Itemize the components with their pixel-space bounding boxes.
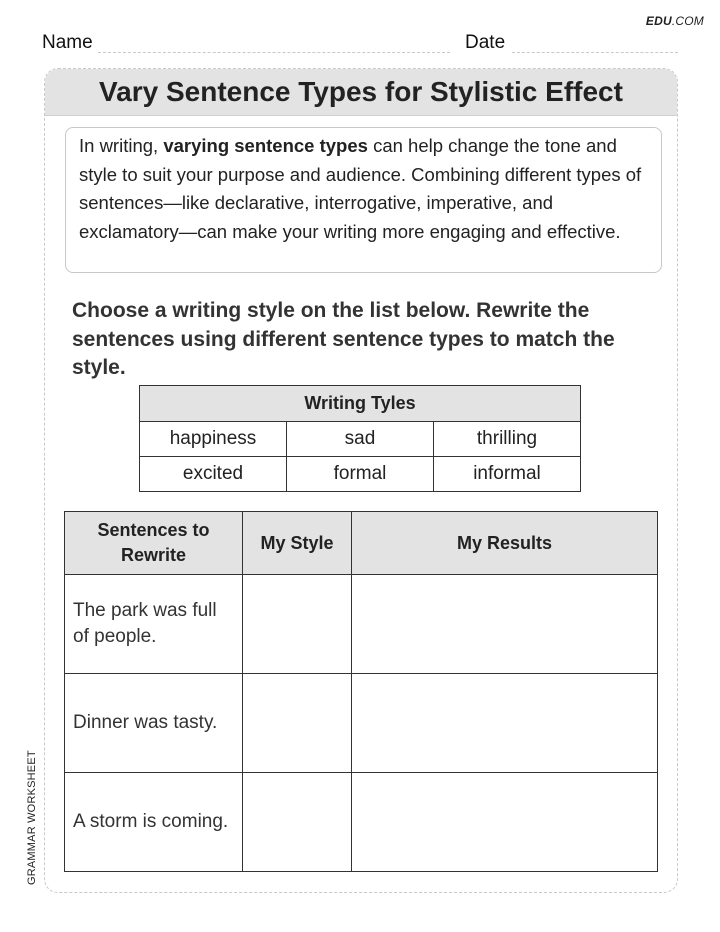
header-sentences: Sentences to Rewrite xyxy=(65,512,243,575)
intro-box xyxy=(65,127,662,273)
my-style-cell[interactable] xyxy=(243,674,352,773)
table-row xyxy=(65,773,658,872)
brand-logo-bold: EDU xyxy=(645,14,672,28)
styles-table-header: Writing Tyles xyxy=(140,386,581,422)
header-my-results: My Results xyxy=(352,512,658,575)
name-date-row xyxy=(42,32,678,56)
intro-text-start: In writing, xyxy=(79,135,164,156)
table-row xyxy=(65,674,658,773)
name-field-line[interactable] xyxy=(98,52,450,53)
sentence-cell: The park was full of people. xyxy=(65,575,243,674)
style-option: excited xyxy=(140,457,287,492)
side-category-label: GRAMMAR WORKSHEET xyxy=(26,750,38,885)
instruction-text: Choose a writing style on the list below. Rewrite the sentences using different sentence types to match the style. xyxy=(72,299,615,379)
my-results-cell[interactable] xyxy=(352,773,658,872)
sentence-cell: A storm is coming. xyxy=(65,773,243,872)
style-option: thrilling xyxy=(434,422,581,457)
style-option: sad xyxy=(287,422,434,457)
my-style-cell[interactable] xyxy=(243,773,352,872)
header-my-style: My Style xyxy=(243,512,352,575)
intro-text-rest: can help change the tone and style to suit your purpose and audience. Combining different types of sentences—like declarative, interrogative, imperative, and exclamatory—can make your writing more engaging and effective. xyxy=(79,135,642,242)
name-label: Name xyxy=(42,32,93,53)
worksheet-title: Vary Sentence Types for Stylistic Effect xyxy=(45,69,677,116)
table-row xyxy=(65,575,658,674)
style-option: formal xyxy=(287,457,434,492)
rewrite-table xyxy=(64,511,658,872)
writing-styles-table xyxy=(139,385,581,492)
brand-logo xyxy=(646,14,704,28)
style-option: informal xyxy=(434,457,581,492)
intro-bold-term: varying sentence types xyxy=(163,135,368,156)
date-field-line[interactable] xyxy=(512,52,678,53)
my-results-cell[interactable] xyxy=(352,674,658,773)
worksheet-card xyxy=(44,68,678,893)
sentence-cell: Dinner was tasty. xyxy=(65,674,243,773)
style-option: happiness xyxy=(140,422,287,457)
brand-logo-suffix: .COM xyxy=(671,14,704,28)
my-style-cell[interactable] xyxy=(243,575,352,674)
my-results-cell[interactable] xyxy=(352,575,658,674)
date-label: Date xyxy=(465,32,506,53)
